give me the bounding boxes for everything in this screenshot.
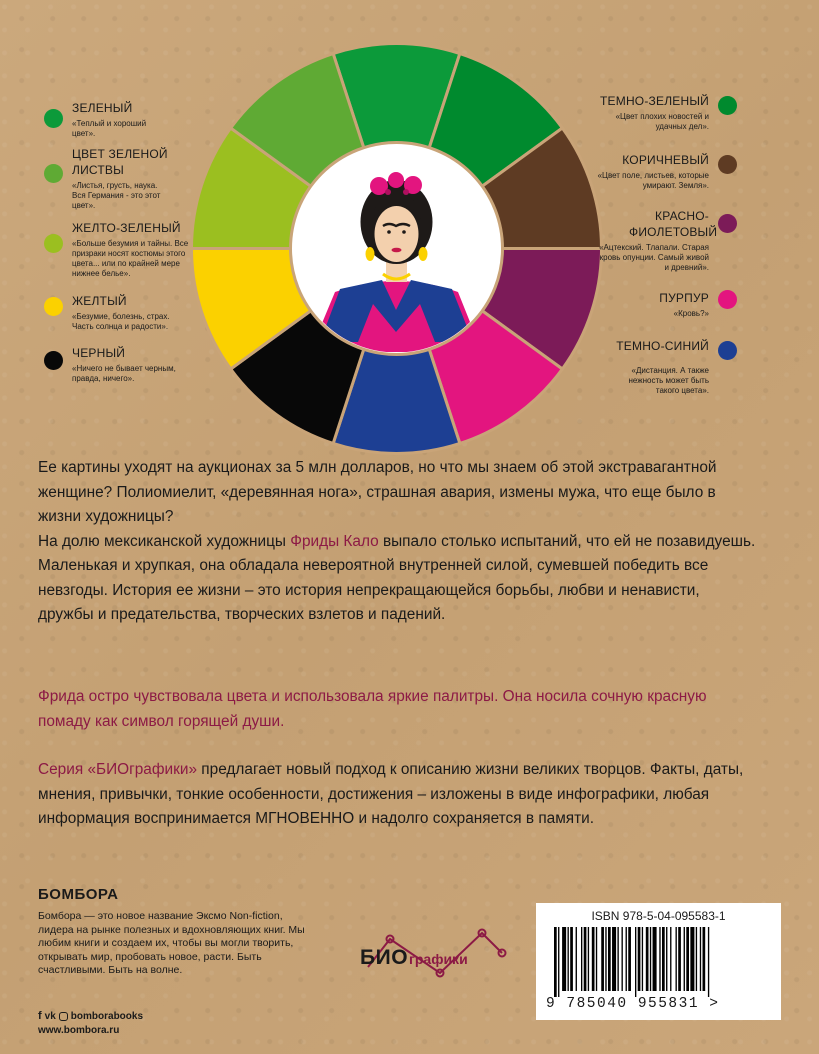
series-text: предлагает новый подход к описанию жизни великих творцов. Факты, даты, мнения, привычки, тонкие особенности, достижения – изложены в виде инфографики, любая информация воспринимается МГНОВЕННО и надолго сохраняется в памяти. <box>38 761 744 827</box>
black-swatch <box>44 351 63 370</box>
series-name: Серия «БИОграфики» <box>38 761 198 778</box>
legend-title: ЖЕЛТЫЙ <box>72 294 127 308</box>
colors-text: Фрида остро чувствовала цвета и использовала яркие палитры. Она носила сочную красную помаду как символ горящей души. <box>38 688 707 730</box>
legend-title: ЧЕРНЫЙ <box>72 346 126 360</box>
legend-desc: «Безумие, болезнь, страх. Часть солнца и радости». <box>72 312 170 331</box>
barcode-box <box>536 903 781 1020</box>
legend-desc: «Ничего не бывает черным, правда, ничего». <box>72 364 176 383</box>
legend-desc: «Теплый и хороший цвет». <box>72 119 147 138</box>
vk-icon[interactable]: vk <box>44 1010 56 1022</box>
legend-desc: «Цвет плохих новостей и удачных дел». <box>615 112 709 131</box>
legend-desc: «Кровь?» <box>673 309 709 318</box>
brown-swatch <box>718 155 737 174</box>
legend-title: ТЕМНО-ЗЕЛЕНЫЙ <box>600 94 709 108</box>
paragraph-intro <box>38 456 758 628</box>
paragraph-story-rest: выпало столько испытаний, что ей не позавидуешь. Маленькая и хрупкая, она обладала невероятной внутренней силой, сумевшей победить все невзгоды. История ее жизни – это история непрекращающейся борьбы, любви и ненависти, дружбы и предательства, творческих взлетов и падений. <box>38 532 756 623</box>
social-links[interactable] <box>38 1010 143 1022</box>
website-link[interactable]: www.bombora.ru <box>38 1025 120 1036</box>
legend-desc: «Листья, грусть, наука. Вся Германия - это этот цвет». <box>72 181 161 210</box>
legend-title: ПУРПУР <box>659 291 709 305</box>
legend-title: ЖЕЛТО-ЗЕЛЕНЫЙ <box>72 221 181 235</box>
frida-kahlo-name: Фриды Кало <box>290 532 379 550</box>
social-handle[interactable]: bomborabooks <box>70 1010 144 1022</box>
barcode <box>554 927 764 997</box>
publisher-name: БОМБОРА <box>38 886 119 903</box>
isbn-text: ISBN 978-5-04-095583-1 <box>591 909 726 923</box>
paragraph-colors <box>38 685 748 734</box>
green-swatch <box>44 109 63 128</box>
instagram-icon[interactable] <box>59 1012 68 1021</box>
color-wheel <box>190 42 603 455</box>
paragraph-story-start: На долю мексиканской художницы <box>38 532 291 550</box>
paragraph-series <box>38 758 778 832</box>
legend-title: ЗЕЛЕНЫЙ <box>72 101 133 115</box>
facebook-icon[interactable]: f <box>38 1010 42 1022</box>
publisher-description: Бомбора — это новое название Эксмо Non-fiction, лидера на рынке полезных и вдохновляющих книг. Мы любим книги и создаем их, чтобы вы могли творить, открывать мир, пробовать новое, расти. Быть счастливыми. Быть на волне. <box>38 910 305 976</box>
yellow-swatch <box>44 297 63 316</box>
yellow-green-swatch <box>44 234 63 253</box>
logo-grafiki: графики <box>409 951 468 967</box>
legend-desc: «Больше безумия и тайны. Все призраки носят костюмы этого цвета... или по крайней мере нижнее белье». <box>72 239 189 278</box>
legend-title: ЦВЕТ ЗЕЛЕНОЙ ЛИСТВЫ <box>72 147 168 177</box>
magenta-swatch <box>718 290 737 309</box>
legend-title: КОРИЧНЕВЫЙ <box>622 153 709 167</box>
biografiki-logo <box>360 946 468 970</box>
legend-desc: «Ацтекский. Тлапали. Старая кровь опунции. Самый живой и древний». <box>599 243 709 272</box>
dark-blue-swatch <box>718 341 737 360</box>
red-violet-swatch <box>718 214 737 233</box>
logo-bio: БИО <box>360 946 409 969</box>
leaf-green-swatch <box>44 164 63 183</box>
ean-digits: 9 785040 955831 > <box>546 996 720 1012</box>
legend-desc: «Дистанция. А также нежность может быть такого цвета». <box>628 366 709 395</box>
legend-title: КРАСНО-ФИОЛЕТОВЫЙ <box>629 209 718 239</box>
dark-green-swatch <box>718 96 737 115</box>
legend-title: ТЕМНО-СИНИЙ <box>616 339 709 353</box>
intro-text: Ее картины уходят на аукционах за 5 млн долларов, но что мы знаем об этой экстравагантной женщине? Полиомиелит, «деревянная нога», страшная авария, измены мужа, что еще было в жизни художницы? <box>38 459 717 525</box>
legend-desc: «Цвет поле, листьев, которые умирают. Земля». <box>597 171 709 190</box>
